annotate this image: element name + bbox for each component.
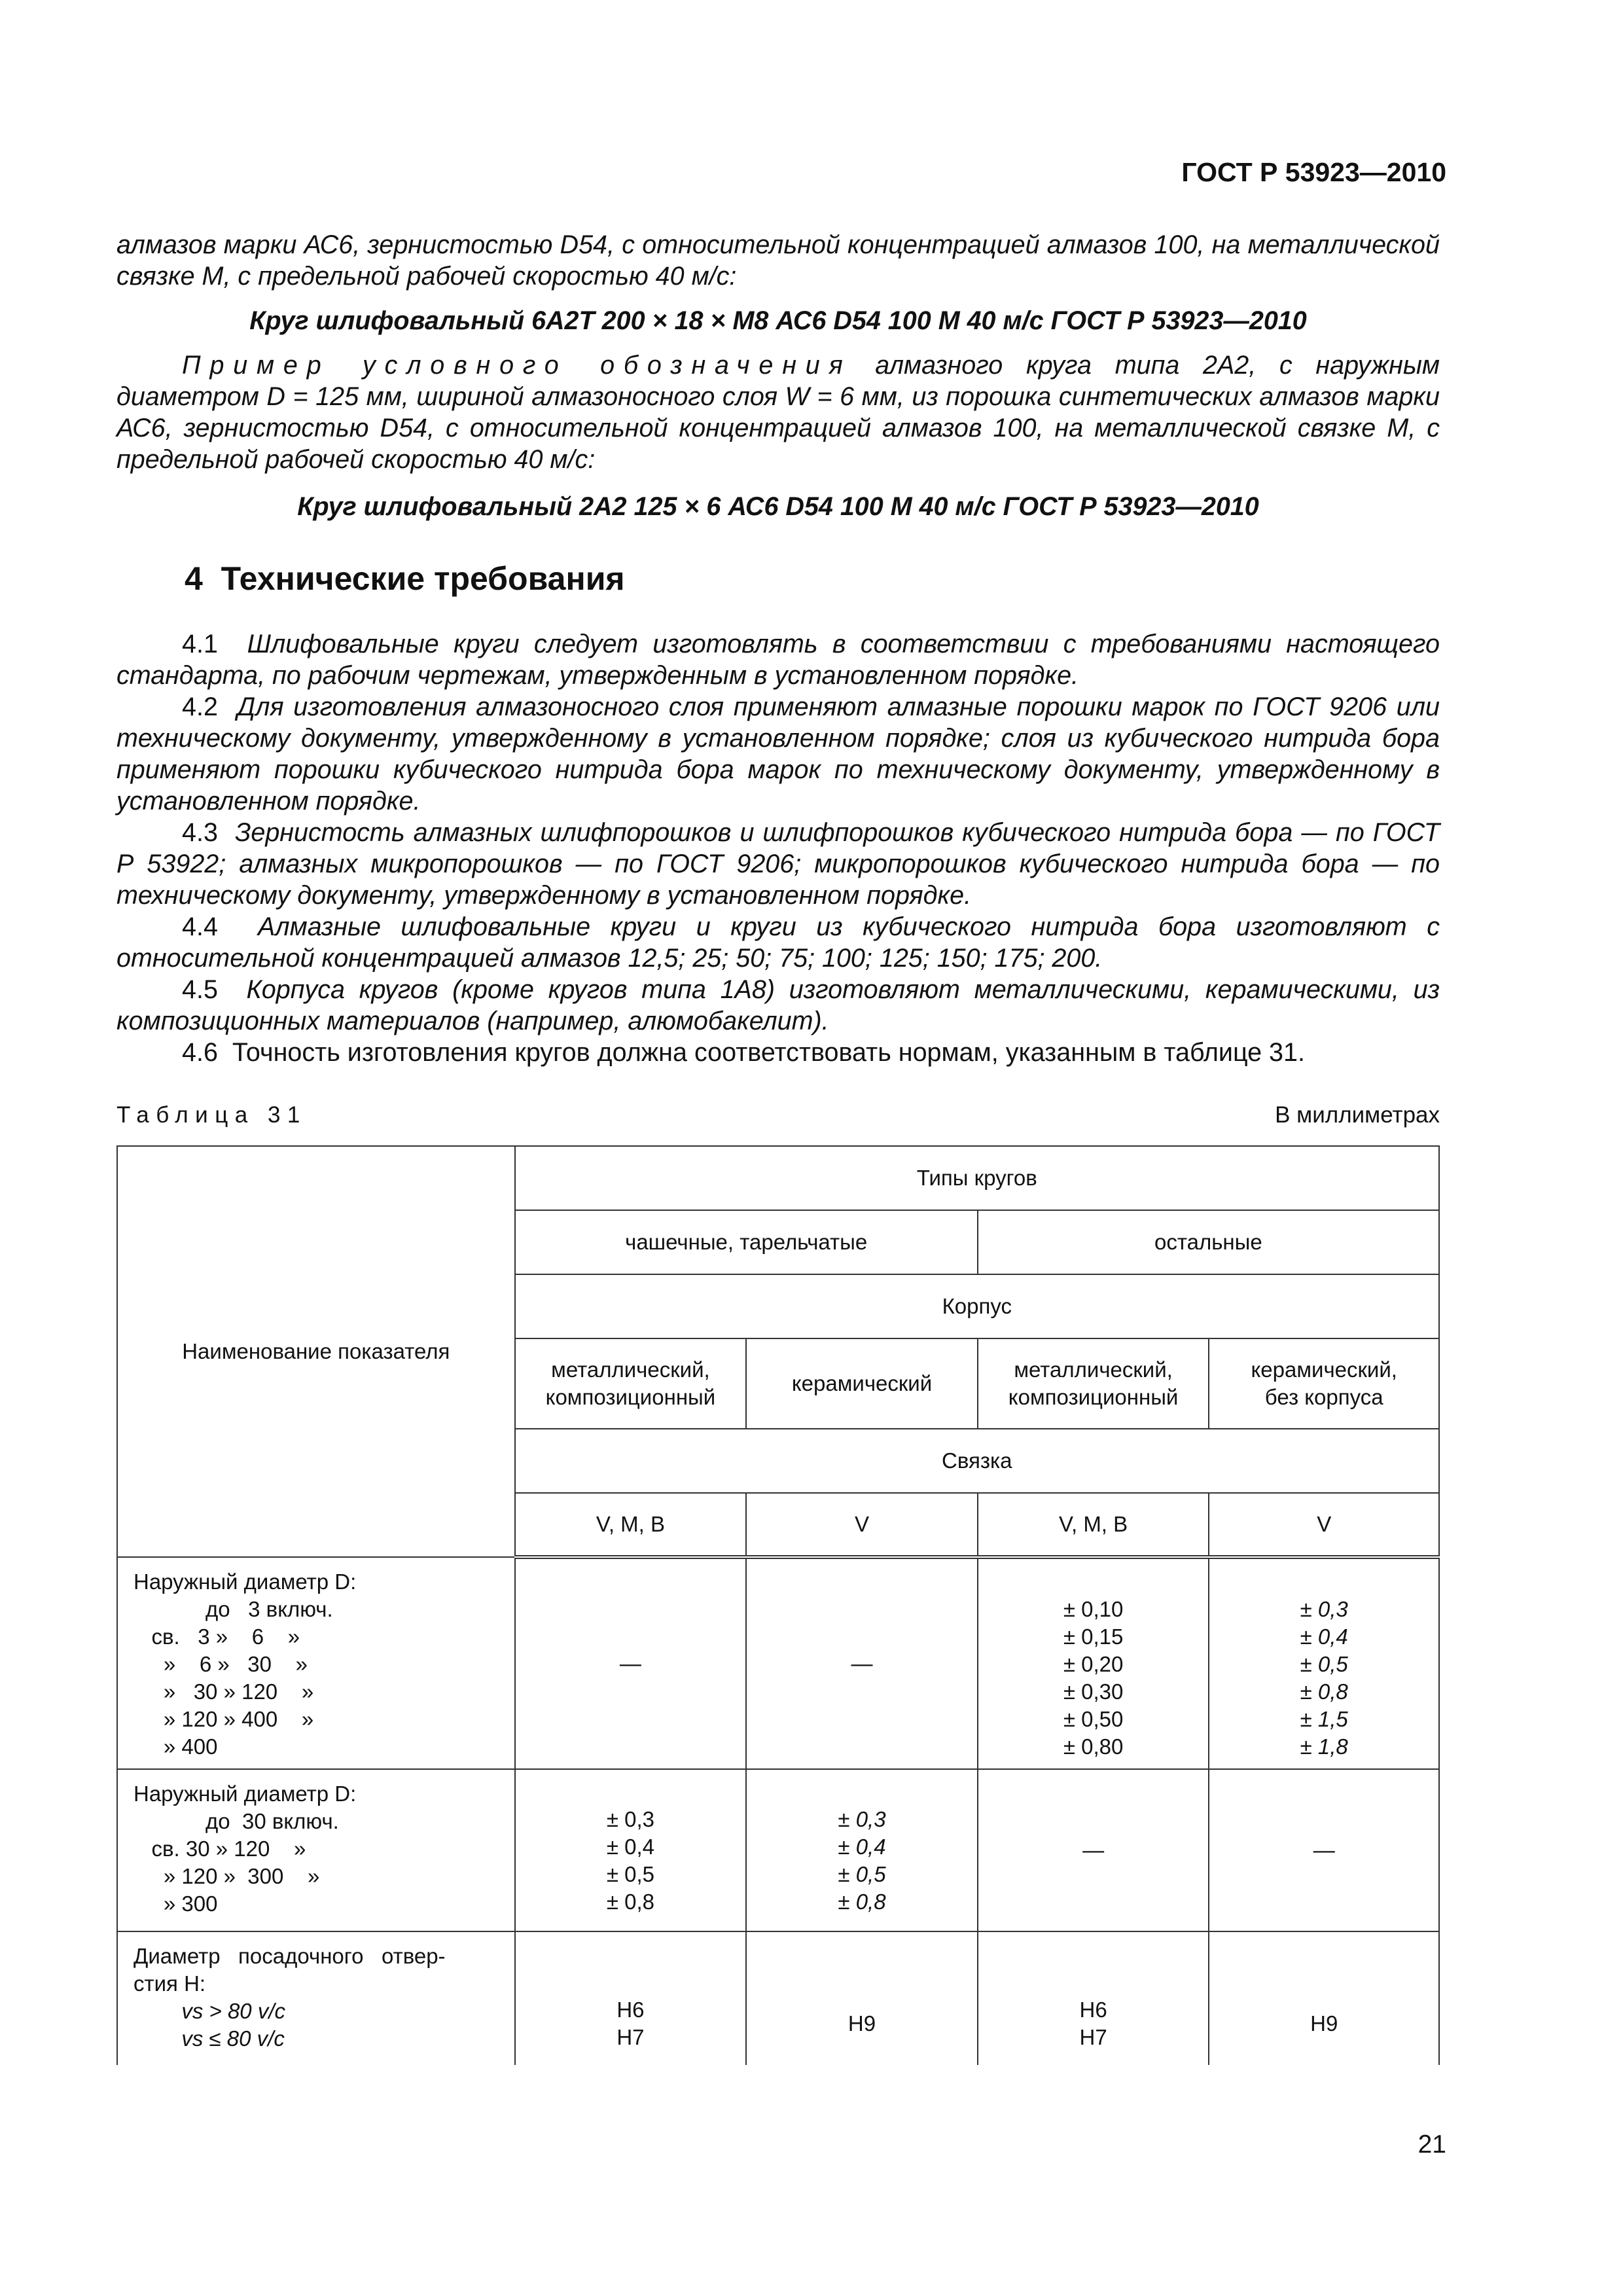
row2-cell-2: ± 0,3 ± 0,4 ± 0,5 ± 0,8: [746, 1769, 977, 1931]
designation-formula-1: Круг шлифовальный 6А2Т 200 × 18 × М8 АС6 D54 100 М 40 м/с ГОСТ Р 53923—2010: [249, 306, 1307, 335]
intro-paragraph-2: [116, 350, 1440, 475]
intro-paragraph-1: алмазов марки АС6, зернистостью D54, с относительной концентрацией алмазов 100, на металлической связке М, с предельной рабочей скоростью 40 м/с:: [116, 230, 1440, 291]
page-number: 21: [1418, 2130, 1446, 2159]
header-body-metal-composite-2: металлический, композиционный: [978, 1338, 1209, 1429]
clause-4-3: 4.3 Зернистость алмазных шлифпорошков и шлифпорошков кубического нитрида бора — по ГОСТ Р 53922; алмазных микропорошков — по ГОСТ 9206; микропорошков кубического нитрида бора — по техническому документу, утвержденному в установленном порядке.: [116, 818, 1440, 910]
row-outer-diameter-1-label: Наружный диаметр D: до 3 включ. св. 3 » 6 » » 6 » 30 » » 30 » 120 » » 120 » 400 » » 400: [117, 1557, 515, 1769]
row3-cell-2: H9: [746, 1931, 977, 2065]
clause-4-2: 4.2 Для изготовления алмазоносного слоя применяют алмазные порошки марок по ГОСТ 9206 или техническому документу, утвержденному в установленном порядке; слоя из кубического нитрида бора применяют порошки кубического нитрида бора марок по техническому документу, утвержденному в установленном порядке.: [116, 692, 1440, 816]
row-bore-diameter-label: Диаметр посадочного отвер- стия H: vs > 80 v/c vs ≤ 80 v/c: [117, 1931, 515, 2065]
header-body-metal-composite-1: металлический, композиционный: [515, 1338, 747, 1429]
section-number: 4: [185, 560, 203, 597]
table-row: [117, 1769, 1439, 1931]
header-bond-vmb-1: V, M, B: [515, 1493, 747, 1557]
row1-cell-3: ± 0,10 ± 0,15 ± 0,20 ± 0,30 ± 0,50 ± 0,80: [978, 1557, 1209, 1769]
header-body-ceramic: керамический: [746, 1338, 977, 1429]
clause-4-4: 4.4 Алмазные шлифовальные круги и круги из кубического нитрида бора изготовляют с относительной концентрацией алмазов 12,5; 25; 50; 75; 100; 125; 150; 175; 200.: [116, 912, 1440, 973]
row2-cell-4: —: [1209, 1769, 1439, 1931]
table-row: [117, 1931, 1439, 2065]
header-other: остальные: [978, 1210, 1439, 1274]
row3-cell-1: H6 H7: [515, 1931, 747, 2065]
example-text: алмазного круга типа 2А2, с наружным диаметром D = 125 мм, шириной алмазоносного слоя W = 6 мм, из порошка синтетических алмазов марки АС6, зернистостью D54, с относительной концентрацией алмазов 100, на металлической связке М, с предельной рабочей скоростью 40 м/с:: [116, 351, 1440, 474]
section-heading: [185, 560, 625, 598]
doc-header-code: ГОСТ Р 53923—2010: [1181, 157, 1446, 187]
clause-4-5: 4.5 Корпуса кругов (кроме кругов типа 1А8) изготовляют металлическими, керамическими, из композиционных материалов (например, алюмобакелит).: [116, 975, 1440, 1035]
section-title: Технические требования: [221, 560, 625, 597]
row1-cell-4: ± 0,3 ± 0,4 ± 0,5 ± 0,8 ± 1,5 ± 1,8: [1209, 1557, 1439, 1769]
header-cup-dish: чашечные, тарельчатые: [515, 1210, 978, 1274]
designation-formula-2: Круг шлифовальный 2А2 125 × 6 АС6 D54 100 М 40 м/с ГОСТ Р 53923—2010: [297, 492, 1259, 521]
header-wheel-types: Типы кругов: [515, 1146, 1439, 1210]
header-indicator-name: Наименование показателя: [117, 1146, 515, 1557]
example-label: Пример условного обозначения: [182, 351, 852, 380]
header-bond-v-1: V: [746, 1493, 977, 1557]
table-31: [116, 1145, 1440, 2065]
row3-cell-4: H9: [1209, 1931, 1439, 2065]
table-units: В миллиметрах: [1275, 1102, 1440, 1128]
row3-cell-3: H6 H7: [978, 1931, 1209, 2065]
clause-4-6: 4.6 Точность изготовления кругов должна соответствовать нормам, указанным в таблице 31.: [182, 1038, 1305, 1067]
table-caption: Таблица 31: [116, 1102, 307, 1128]
intro-block: [116, 229, 1440, 535]
clause-4-1: 4.1 Шлифовальные круги следует изготовлять в соответствии с требованиями настоящего стандарта, по рабочим чертежам, утвержденным в установленном порядке.: [116, 630, 1440, 690]
header-bond: Связка: [515, 1429, 1439, 1493]
table-row: [117, 1557, 1439, 1769]
row2-cell-1: ± 0,3 ± 0,4 ± 0,5 ± 0,8: [515, 1769, 747, 1931]
header-bond-vmb-2: V, M, B: [978, 1493, 1209, 1557]
header-bond-v-2: V: [1209, 1493, 1439, 1557]
clauses-block: [116, 628, 1440, 1068]
header-body: Корпус: [515, 1274, 1439, 1338]
row2-cell-3: —: [978, 1769, 1209, 1931]
row1-cell-1: —: [515, 1557, 747, 1769]
table-header-row: [117, 1146, 1439, 1210]
row-outer-diameter-2-label: Наружный диаметр D: до 30 включ. св. 30 » 120 » » 120 » 300 » » 300: [117, 1769, 515, 1931]
header-body-ceramic-none: керамический, без корпуса: [1209, 1338, 1439, 1429]
row1-cell-2: —: [746, 1557, 977, 1769]
